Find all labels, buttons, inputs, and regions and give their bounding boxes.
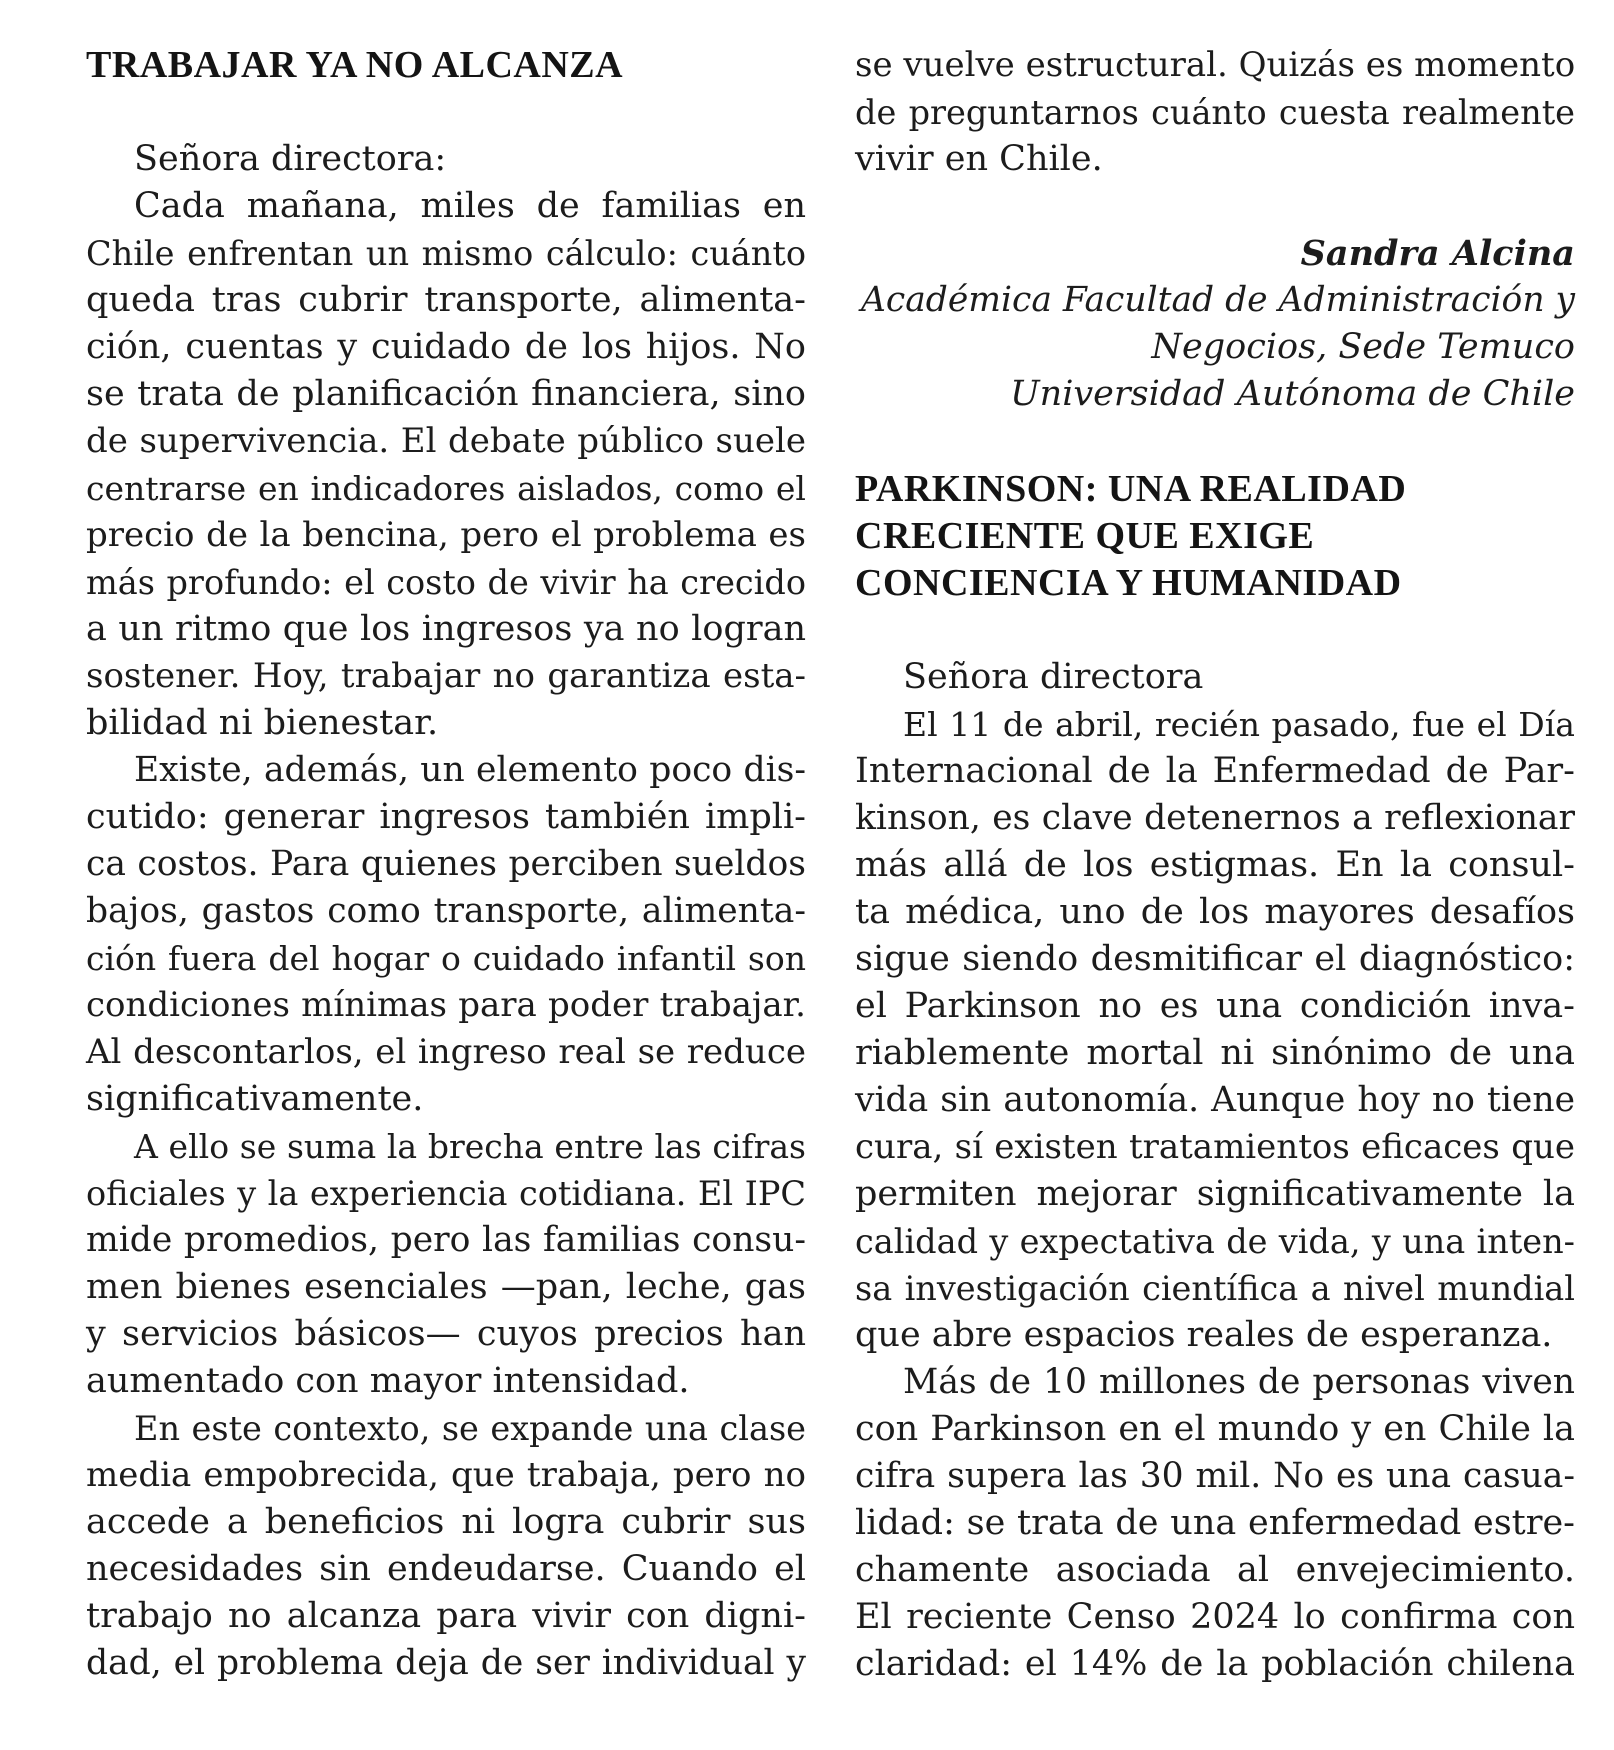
spacer (855, 607, 1575, 654)
text-line: significativamente. (86, 1079, 424, 1119)
text-line: centrarse en indicadores aislados, como el (86, 469, 806, 508)
text-line: permiten mejorar significativamente la (855, 1174, 1575, 1214)
headline-line: CONCIENCIA Y HUMANIDAD (855, 562, 1402, 604)
text-line: Más de 10 millones de personas viven (903, 1362, 1575, 1402)
text-line: calidad y expectativa de vida, y una inten- (855, 1222, 1575, 1261)
text-line: ción fuera del hogar o cuidado infantil son (86, 939, 806, 978)
text-line: se trata de planificación financiera, sino (86, 374, 806, 414)
text-line: cutido: generar ingresos también impli- (86, 797, 806, 837)
text-line: El 11 de abril, recién pasado, fue el Día (903, 705, 1575, 744)
text-line: men bienes esenciales —pan, leche, gas (86, 1267, 806, 1307)
salutation: Señora directora (903, 657, 1204, 697)
spacer (855, 183, 1575, 230)
author-affiliation: Universidad Autónoma de Chile (1010, 374, 1575, 414)
text-line: A ello se suma la brecha entre las cifras (134, 1127, 806, 1166)
paragraph (86, 183, 806, 747)
text-line: En este contexto, se expande una clase (134, 1409, 806, 1448)
text-line: ción, cuentas y cuidado de los hijos. No (86, 327, 806, 367)
text-line: y servicios básicos— cuyos precios han (86, 1314, 806, 1354)
spacer (855, 418, 1575, 466)
paragraph (86, 747, 806, 1123)
text-line: mide promedios, pero las familias consu- (86, 1220, 806, 1260)
author-name: Sandra Alcina (1300, 233, 1575, 274)
text-line: accede a beneficios ni logra cubrir sus (86, 1502, 806, 1542)
text-line: de supervivencia. El debate público suele (86, 421, 806, 461)
text-line: necesidades sin endeudarse. Cuando el (86, 1549, 806, 1589)
text-line: chamente asociada al envejecimiento. (855, 1550, 1575, 1590)
text-line: Chile enfrentan un mismo cálculo: cuánto (86, 234, 806, 273)
text-line: el Parkinson no es una condición inva- (855, 986, 1575, 1026)
text-line: a un ritmo que los ingresos ya no logran (86, 609, 806, 649)
text-line: más profundo: el costo de vivir ha crecido (86, 563, 806, 602)
text-line: Al descontarlos, el ingreso real se reduce (86, 1032, 806, 1072)
text-line: riablemente mortal ni sinónimo de una (855, 1033, 1575, 1073)
text-line: Existe, además, un elemento poco dis- (134, 750, 806, 790)
text-line: ca costos. Para quienes perciben sueldos (86, 844, 806, 884)
text-line: media empobrecida, que trabaja, pero no (86, 1455, 806, 1495)
headline-line: CRECIENTE QUE EXIGE (855, 515, 1315, 557)
paragraph-continued (855, 42, 1575, 183)
text-line: que abre espacios reales de esperanza. (855, 1315, 1553, 1355)
text-line: queda tras cubrir transporte, alimenta- (86, 280, 806, 320)
text-line: Internacional de la Enfermedad de Par- (855, 751, 1575, 791)
text-line: dad, el problema deja de ser individual y (86, 1643, 806, 1683)
text-line: de preguntarnos cuánto cuesta realmente (855, 93, 1575, 132)
paragraph (855, 701, 1575, 1359)
text-line: vivir en Chile. (855, 139, 1103, 179)
text-line: cifra supera las 30 mil. No es una casua- (855, 1456, 1575, 1496)
text-line: vida sin autonomía. Aunque hoy no tiene (855, 1080, 1575, 1120)
article-headline: TRABAJAR YA NO ALCANZA (86, 44, 624, 86)
text-line: más allá de los estigmas. En la consul- (855, 845, 1575, 885)
text-line: sigue siendo desmitificar el diagnóstico: (855, 939, 1575, 979)
text-line: bajos, gastos como transporte, alimenta- (86, 891, 806, 931)
text-line: cura, sí existen tratamientos eficaces que (855, 1127, 1575, 1167)
text-line: El reciente Censo 2024 lo confirma con (855, 1597, 1575, 1637)
paragraph (86, 1123, 806, 1405)
text-line: condiciones mínimas para poder trabajar. (86, 985, 806, 1025)
article-trabajar-column-left (86, 42, 806, 1687)
text-line: bilidad ni bienestar. (86, 703, 439, 743)
text-line: sostener. Hoy, trabajar no garantiza esta- (86, 656, 806, 696)
article-headline (855, 466, 1575, 607)
text-line: aumentado con mayor intensidad. (86, 1361, 690, 1401)
text-line: trabajo no alcanza para vivir con digni- (86, 1596, 806, 1636)
author-title: Negocios, Sede Temuco (1151, 327, 1575, 367)
headline-line: PARKINSON: UNA REALIDAD (855, 468, 1407, 510)
text-line: oficiales y la experiencia cotidiana. El IPC (86, 1174, 806, 1213)
salutation: Señora directora: (134, 139, 447, 179)
spacer (86, 89, 806, 136)
paragraph (855, 1359, 1575, 1688)
text-line: lidad: se trata de una enfermedad estre- (855, 1503, 1575, 1543)
text-line: sa investigación científica a nivel mundial (855, 1269, 1575, 1308)
text-line: kinson, es clave detenernos a reflexionar (855, 798, 1575, 838)
text-line: se vuelve estructural. Quizás es momento (855, 45, 1576, 85)
text-line: Cada mañana, miles de familias en (134, 186, 806, 226)
text-line: con Parkinson en el mundo y en Chile la (855, 1409, 1575, 1449)
signature-block (855, 230, 1575, 418)
author-title: Académica Facultad de Administración y (860, 280, 1575, 320)
text-line: precio de la bencina, pero el problema es (86, 515, 806, 555)
text-line: claridad: el 14% de la población chilena (855, 1644, 1575, 1684)
article-column-right (855, 42, 1575, 1688)
paragraph (86, 1405, 806, 1687)
text-line: ta médica, uno de los mayores desafíos (855, 892, 1575, 932)
